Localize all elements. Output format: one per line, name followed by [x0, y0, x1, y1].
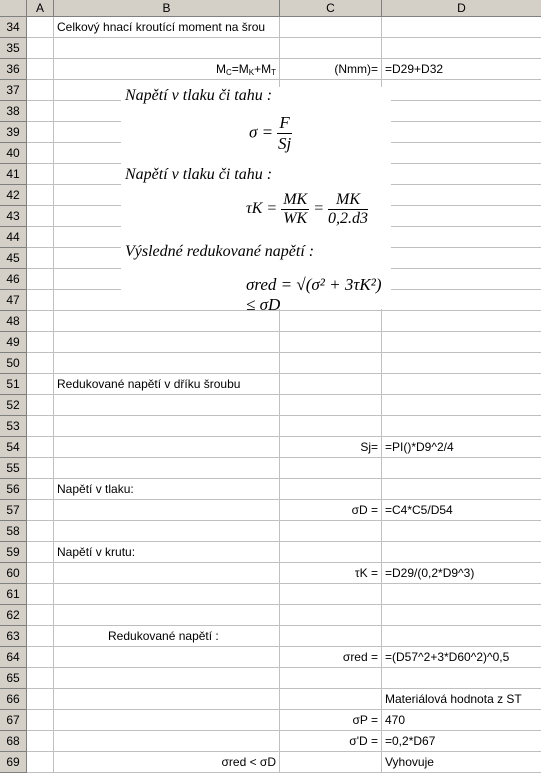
row-header[interactable]: 62 [0, 605, 27, 626]
cell-a[interactable] [27, 248, 54, 269]
sheet-row [0, 353, 541, 374]
cell-a[interactable] [27, 584, 54, 605]
row-header[interactable]: 45 [0, 248, 27, 269]
cell-b[interactable] [54, 332, 280, 353]
cell-c[interactable] [280, 416, 382, 437]
cell-a[interactable] [27, 269, 54, 290]
cell-a[interactable] [27, 395, 54, 416]
cell-d[interactable] [382, 311, 541, 332]
sheet-row [0, 416, 541, 437]
cell-d[interactable] [382, 605, 541, 626]
cell-b[interactable] [54, 437, 280, 458]
cell-a[interactable] [27, 311, 54, 332]
sheet-row [0, 374, 541, 395]
row-header[interactable]: 57 [0, 500, 27, 521]
cell-c[interactable] [280, 521, 382, 542]
cell-c[interactable] [280, 668, 382, 689]
cell-c[interactable]: (Nmm)= [280, 59, 382, 80]
cell-a[interactable] [27, 353, 54, 374]
cell-b[interactable] [54, 605, 280, 626]
row-header[interactable]: 44 [0, 227, 27, 248]
row-header[interactable]: 61 [0, 584, 27, 605]
cell-b[interactable]: Redukované napětí : [54, 626, 280, 647]
cell-c[interactable] [280, 374, 382, 395]
column-header-b[interactable]: B [54, 0, 280, 17]
cell-c[interactable] [280, 584, 382, 605]
cell-d[interactable] [382, 290, 541, 311]
cell-a[interactable] [27, 605, 54, 626]
cell-a[interactable] [27, 668, 54, 689]
cell-b[interactable] [54, 584, 280, 605]
cell-c[interactable] [280, 752, 382, 773]
sheet-row [0, 668, 541, 689]
sheet-row [0, 731, 541, 752]
sheet-row [0, 437, 541, 458]
sheet-row [0, 542, 541, 563]
cell-a[interactable] [27, 521, 54, 542]
row-header[interactable]: 50 [0, 353, 27, 374]
cell-d[interactable]: =PI()*D9^2/4 [382, 437, 541, 458]
row-header[interactable]: 60 [0, 563, 27, 584]
formula-tau-den1: WK [283, 210, 308, 227]
cell-d[interactable] [382, 353, 541, 374]
row-header[interactable]: 65 [0, 668, 27, 689]
row-header[interactable]: 68 [0, 731, 27, 752]
cell-d[interactable] [382, 101, 541, 122]
cell-d[interactable]: =C4*C5/D54 [382, 500, 541, 521]
sheet-row [0, 38, 541, 59]
cell-d[interactable] [382, 17, 541, 38]
formula-tau-lhs: τK = [246, 200, 278, 218]
formula-sigma-red: σred = √(σ² + 3τK²) ≤ σD [246, 275, 382, 314]
row-header[interactable]: 42 [0, 185, 27, 206]
cell-d[interactable] [382, 122, 541, 143]
row-header[interactable]: 69 [0, 752, 27, 773]
row-header[interactable]: 39 [0, 122, 27, 143]
cell-b[interactable] [54, 563, 280, 584]
cell-b[interactable] [54, 710, 280, 731]
cell-a[interactable] [27, 17, 54, 38]
cell-b[interactable] [54, 521, 280, 542]
cell-a[interactable] [27, 227, 54, 248]
cell-a[interactable] [27, 80, 54, 101]
cell-d[interactable] [382, 38, 541, 59]
cell-c[interactable] [280, 689, 382, 710]
cell-b[interactable] [54, 668, 280, 689]
cell-d[interactable] [382, 479, 541, 500]
sheet-row [0, 752, 541, 773]
row-header[interactable]: 53 [0, 416, 27, 437]
cell-c[interactable] [280, 542, 382, 563]
cell-d[interactable]: Materiálová hodnota z ST [382, 689, 541, 710]
sheet-row [0, 500, 541, 521]
cell-a[interactable] [27, 563, 54, 584]
cell-d[interactable] [382, 458, 541, 479]
cell-a[interactable] [27, 143, 54, 164]
cell-a[interactable] [27, 542, 54, 563]
formula-caption-reduced: Výsledné redukované napětí : [125, 243, 315, 260]
sheet-row [0, 458, 541, 479]
row-header[interactable]: 38 [0, 101, 27, 122]
row-header[interactable]: 36 [0, 59, 27, 80]
cell-a[interactable] [27, 374, 54, 395]
cell-a[interactable] [27, 458, 54, 479]
cell-d[interactable] [382, 626, 541, 647]
sheet-row [0, 479, 541, 500]
sheet-row [0, 584, 541, 605]
cell-d[interactable] [382, 668, 541, 689]
cell-c[interactable]: τK = [280, 563, 382, 584]
cell-a[interactable] [27, 416, 54, 437]
sheet-row [0, 605, 541, 626]
cell-c[interactable] [280, 395, 382, 416]
cell-c[interactable] [280, 38, 382, 59]
cell-c[interactable] [280, 458, 382, 479]
formula-tau-den2: 0,2.d3 [328, 210, 368, 227]
sheet-row [0, 563, 541, 584]
sheet-row [0, 689, 541, 710]
cell-c[interactable]: σD = [280, 500, 382, 521]
cell-a[interactable] [27, 437, 54, 458]
row-header[interactable]: 41 [0, 164, 27, 185]
cell-d[interactable]: =D29/(0,2*D9^3) [382, 563, 541, 584]
cell-b[interactable]: Redukované napětí v dříku šroubu [54, 374, 280, 395]
cell-d[interactable] [382, 206, 541, 227]
column-header-a[interactable]: A [27, 0, 54, 17]
cell-d[interactable]: Vyhovuje [382, 752, 541, 773]
cell-d[interactable] [382, 542, 541, 563]
cell-a[interactable] [27, 500, 54, 521]
formula-tau-num2: MK [328, 191, 368, 210]
cell-d[interactable] [382, 584, 541, 605]
cell-a[interactable] [27, 689, 54, 710]
cell-b[interactable] [54, 416, 280, 437]
column-header-c[interactable]: C [280, 0, 382, 17]
cell-a[interactable] [27, 332, 54, 353]
cell-d[interactable]: 470 [382, 710, 541, 731]
row-header[interactable]: 54 [0, 437, 27, 458]
row-header[interactable]: 37 [0, 80, 27, 101]
cell-c[interactable] [280, 605, 382, 626]
cell-a[interactable] [27, 206, 54, 227]
cell-d[interactable]: =0,2*D67 [382, 731, 541, 752]
cell-b[interactable] [54, 59, 280, 80]
cell-b[interactable] [54, 500, 280, 521]
cell-b[interactable] [54, 731, 280, 752]
formula-caption-compression: Napětí v tlaku či tahu : [125, 87, 273, 104]
row-header[interactable]: 35 [0, 38, 27, 59]
cell-a[interactable] [27, 710, 54, 731]
cell-d[interactable] [382, 80, 541, 101]
sheet-row [0, 59, 541, 80]
cell-b[interactable] [54, 689, 280, 710]
row-header[interactable]: 67 [0, 710, 27, 731]
cell-a[interactable] [27, 731, 54, 752]
formula-tau [246, 191, 368, 228]
formula-sigma-den: Sj [277, 134, 292, 153]
cell-a[interactable] [27, 185, 54, 206]
cell-b[interactable]: Napětí v krutu: [54, 542, 280, 563]
row-header[interactable]: 48 [0, 311, 27, 332]
formula-sigma [249, 113, 292, 154]
cell-a[interactable] [27, 290, 54, 311]
cell-d[interactable] [382, 227, 541, 248]
cell-d[interactable] [382, 248, 541, 269]
row-header[interactable]: 64 [0, 647, 27, 668]
row-header[interactable]: 34 [0, 17, 27, 38]
sheet-row [0, 17, 541, 38]
cell-a[interactable] [27, 479, 54, 500]
row-header[interactable]: 52 [0, 395, 27, 416]
row-header[interactable]: 46 [0, 269, 27, 290]
cell-a[interactable] [27, 164, 54, 185]
cell-c[interactable]: Sj= [280, 437, 382, 458]
row-header[interactable]: 59 [0, 542, 27, 563]
row-header[interactable]: 58 [0, 521, 27, 542]
cell-a[interactable] [27, 59, 54, 80]
column-header-d[interactable]: D [382, 0, 541, 17]
row-header[interactable]: 66 [0, 689, 27, 710]
cell-b[interactable] [54, 353, 280, 374]
cell-c[interactable] [280, 332, 382, 353]
torque-formula-label: $M_C=M_K+M_T$ [215, 62, 276, 77]
cell-d[interactable]: =D29+D32 [382, 59, 541, 80]
cell-d[interactable] [382, 164, 541, 185]
cell-b[interactable]: Napětí v tlaku: [54, 479, 280, 500]
cell-c[interactable] [280, 479, 382, 500]
formula-sigma-num: F [279, 113, 290, 132]
cell-b[interactable] [54, 458, 280, 479]
sheet-row [0, 332, 541, 353]
cell-b[interactable]: Celkový hnací kroutící moment na šrou [54, 17, 280, 38]
cell-c[interactable] [280, 626, 382, 647]
cell-d[interactable] [382, 416, 541, 437]
cell-d[interactable] [382, 185, 541, 206]
row-header[interactable]: 47 [0, 290, 27, 311]
cell-d[interactable] [382, 269, 541, 290]
row-header[interactable]: 63 [0, 626, 27, 647]
row-header[interactable]: 56 [0, 479, 27, 500]
cell-a[interactable] [27, 122, 54, 143]
cell-d[interactable] [382, 332, 541, 353]
sheet-row [0, 521, 541, 542]
cell-c[interactable]: σred = [280, 647, 382, 668]
formula-sigma-lhs: σ = [249, 122, 274, 142]
cell-b[interactable] [54, 38, 280, 59]
cell-d[interactable]: =(D57^2+3*D60^2)^0,5 [382, 647, 541, 668]
formula-tau-eq: = [313, 200, 324, 218]
cell-d[interactable] [382, 374, 541, 395]
cell-d[interactable] [382, 143, 541, 164]
cell-a[interactable] [27, 752, 54, 773]
row-header[interactable]: 51 [0, 374, 27, 395]
cell-a[interactable] [27, 101, 54, 122]
sheet-row [0, 710, 541, 731]
formula-image[interactable] [121, 87, 391, 314]
sheet-row [0, 395, 541, 416]
row-header[interactable]: 49 [0, 332, 27, 353]
cell-a[interactable] [27, 38, 54, 59]
cell-b[interactable] [54, 395, 280, 416]
cell-a[interactable] [27, 626, 54, 647]
cell-c[interactable] [280, 17, 382, 38]
cell-c[interactable]: σ'D = [280, 731, 382, 752]
cell-d[interactable] [382, 521, 541, 542]
row-header[interactable]: 40 [0, 143, 27, 164]
row-header[interactable]: 43 [0, 206, 27, 227]
cell-d[interactable] [382, 395, 541, 416]
cell-c[interactable]: σP = [280, 710, 382, 731]
row-header[interactable]: 55 [0, 458, 27, 479]
cell-c[interactable] [280, 353, 382, 374]
formula-tau-num1: MK [283, 191, 308, 208]
sheet-row [0, 626, 541, 647]
select-all-corner[interactable] [0, 0, 27, 17]
formula-caption-torsion: Napětí v tlaku či tahu : [125, 166, 273, 183]
cell-b[interactable]: σred < σD [54, 752, 280, 773]
